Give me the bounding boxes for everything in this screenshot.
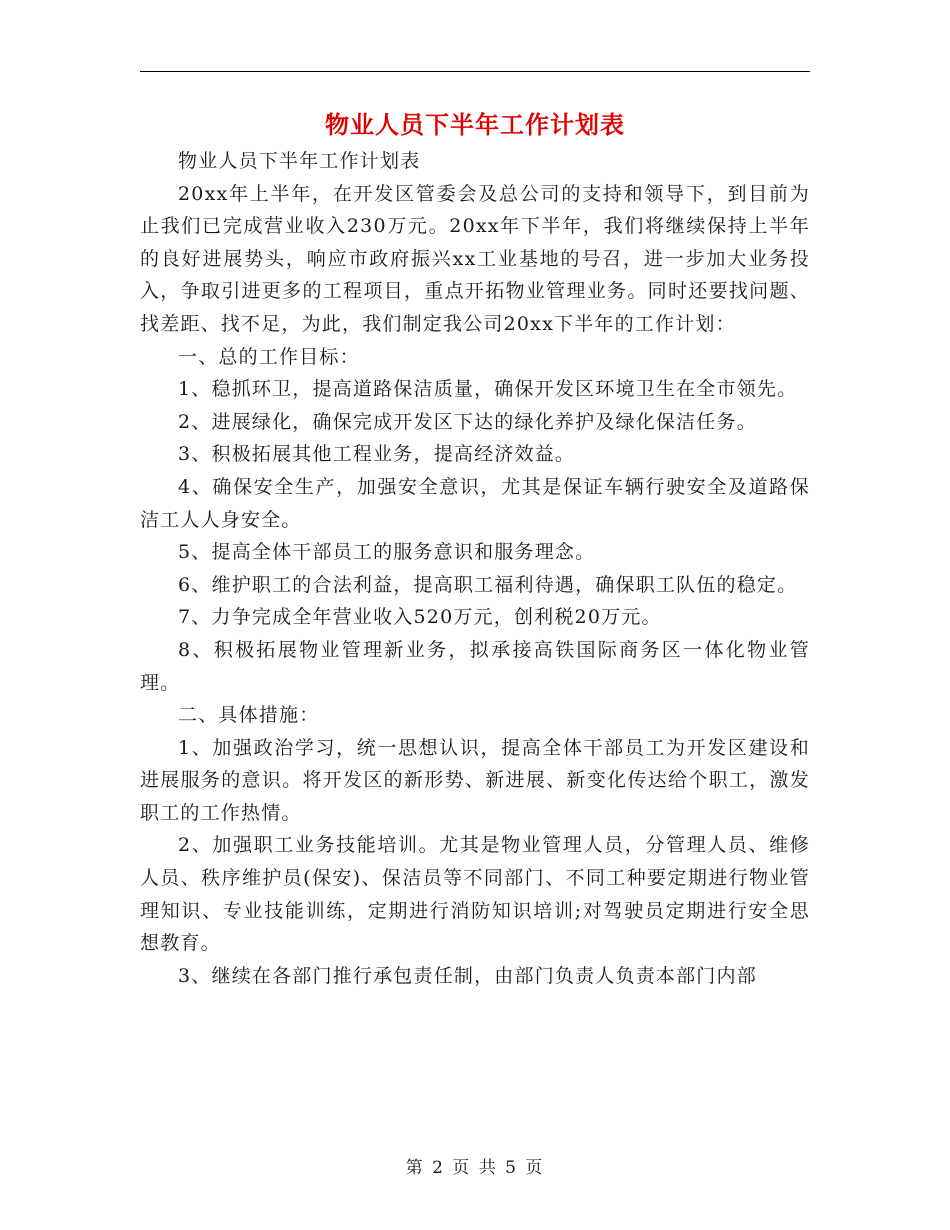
section-heading-goals: 一、总的工作目标： xyxy=(178,345,360,368)
goal-item-5: 5、提高全体干部员工的服务意识和服务理念。 xyxy=(178,541,596,564)
section-heading-measures: 二、具体措施： xyxy=(178,704,320,727)
measure-item-2: 2、加强职工业务技能培训。尤其是物业管理人员，分管理人员、维修人员、秩序维护员(保安)、保洁员等不同部门、不同工种要定期进行物业管理知识、专业技能训练，定期进行消防知识培训;对驾驶员定期进行安全思想教育。 xyxy=(140,834,810,955)
paragraph-subtitle: 物业人员下半年工作计划表 xyxy=(178,150,421,172)
header-rule xyxy=(140,71,810,72)
paragraph-intro: 20xx年上半年，在开发区管委会及总公司的支持和领导下，到目前为止我们已完成营业收入230万元。20xx年下半年，我们将继续保持上半年的良好进展势头，响应市政府振兴xx工业基地的号召，进一步加大业务投入，争取引进更多的工程项目，重点开拓物业管理业务。同时还要找问题、找差距、找不足，为此，我们制定我公司20xx下半年的工作计划： xyxy=(140,182,810,335)
goal-item-1: 1、稳抓环卫，提高道路保洁质量，确保开发区环境卫生在全市领先。 xyxy=(178,378,798,401)
measure-item-1: 1、加强政治学习，统一思想认识，提高全体干部员工为开发区建设和进展服务的意识。将开发区的新形势、新进展、新变化传达给个职工，激发职工的工作热情。 xyxy=(140,736,810,824)
goal-item-4: 4、确保安全生产，加强安全意识，尤其是保证车辆行驶安全及道路保洁工人人身安全。 xyxy=(140,475,810,531)
goal-item-3: 3、积极拓展其他工程业务，提高经济效益。 xyxy=(178,443,576,466)
goal-item-2: 2、进展绿化，确保完成开发区下达的绿化养护及绿化保洁任务。 xyxy=(178,410,757,433)
measure-item-3: 3、继续在各部门推行承包责任制，由部门负责人负责本部门内部 xyxy=(178,964,757,987)
goal-item-8: 8、积极拓展物业管理新业务，拟承接高铁国际商务区一体化物业管理。 xyxy=(140,638,810,694)
page-footer: 第 2 页 共 5 页 xyxy=(405,1158,545,1178)
goal-item-6: 6、维护职工的合法利益，提高职工福利待遇，确保职工队伍的稳定。 xyxy=(178,573,798,596)
goal-item-7: 7、力争完成全年营业收入520万元，创利税20万元。 xyxy=(178,606,662,629)
document-body xyxy=(140,145,810,992)
document-title: 物业人员下半年工作计划表 xyxy=(325,110,625,139)
